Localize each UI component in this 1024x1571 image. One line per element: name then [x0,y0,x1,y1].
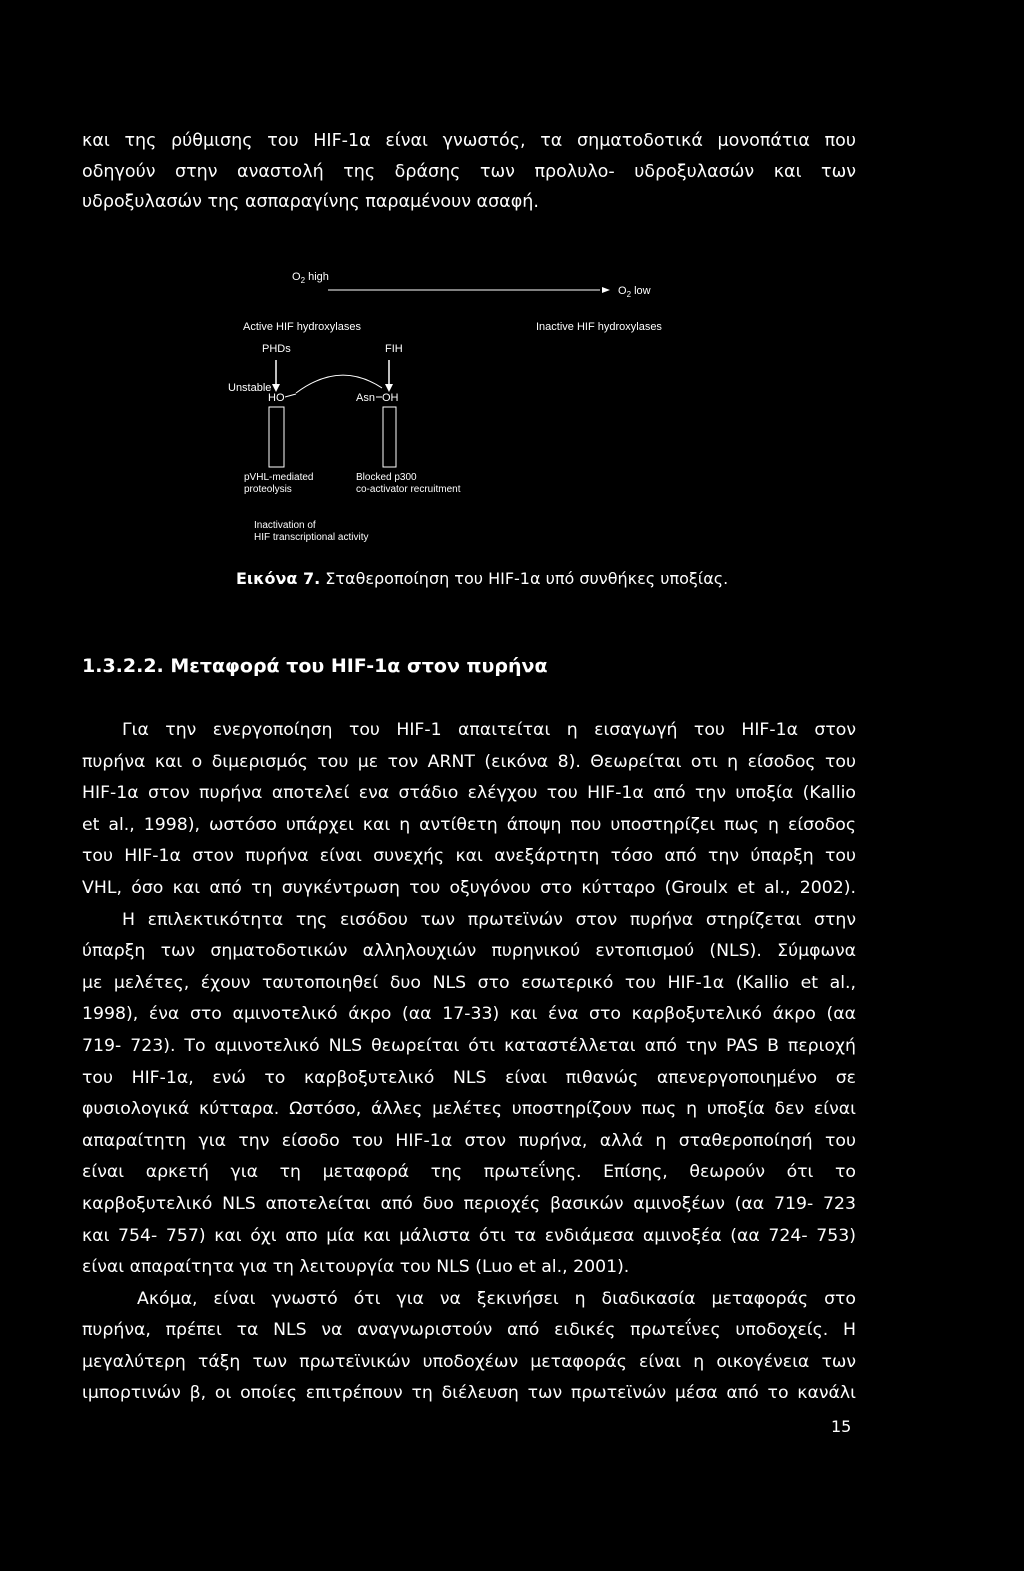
body-line: πυρήνα, πρέπει τα NLS να αναγνωριστούν από ειδικές πρωτεΐνες υποδοχείς. Η [82,1320,856,1341]
arrow-head-icon [272,384,280,392]
hif-protein-arc [296,375,382,393]
blocking-path-bar [383,407,396,467]
body-text [82,715,856,1410]
intro-paragraph [82,126,856,218]
page-number: 15 [831,1417,852,1436]
unstable-label: Unstable [228,382,272,394]
figure-caption [236,569,728,588]
pvhl-label: pVHL-mediated [244,472,314,483]
bond-line [285,394,296,397]
body-line: με μελέτες, έχουν ταυτοποιηθεί δυο NLS στο εσωτερικό του HIF-1α (Kallio et al., [82,972,856,993]
hif-diagram [200,260,720,560]
body-line: και 754- 757) και όχι απο μία και μάλιστα ότι τα ενδιάμεσα αμινοξέα (αα 724- 753) [82,1225,856,1246]
intro-line: υδροξυλασών της ασπαραγίνης παραμένουν ασαφή. [82,192,539,212]
section-heading: 1.3.2.2. Μεταφορά του HIF-1α στον πυρήνα [82,655,548,677]
body-line: 719- 723). Το αμινοτελικό NLS θεωρείται ότι καταστέλλεται από την PAS B περιοχή [82,1035,856,1056]
inactive-hydroxylases-label: Inactive HIF hydroxylases [536,321,662,333]
body-line: HIF-1α στον πυρήνα αποτελεί ενα στάδιο ελέγχου του HIF-1α από την υποξία (Kallio [82,783,856,804]
inactivation-label: Inactivation of [254,520,316,531]
phds-label: PHDs [262,343,291,355]
degradation-path-bar [269,407,284,467]
caption-text: Σταθεροποίηση του HIF-1α υπό συνθήκες υποξίας. [320,569,729,588]
caption-label: Εικόνα 7. [236,569,321,588]
body-line: πυρήνα και ο διμερισμός του με τον ARNT (εικόνα 8). Θεωρείται οτι η είσοδος του [82,751,856,772]
intro-line: οδηγούν στην αναστολή της δράσης των προλυλο- υδροξυλασών και των [82,161,856,182]
body-line: καρβοξυτελικό NLS αποτελείται από δυο περιοχές βασικών αμινοξέων (αα 719- 723 [82,1193,856,1214]
body-line: μεγαλύτερη τάξη των πρωτεϊνικών υποδοχέων μεταφοράς είναι η οικογένεια των [82,1351,856,1372]
o2-low-label: $O_2$ low [618,285,651,299]
body-line: είναι αρκετή για τη μεταφορά της πρωτεΐνης. Επίσης, θεωρούν ότι το [82,1162,856,1183]
body-line: είναι απαραίτητα για τη λειτουργία του NLS (Luo et al., 2001). [82,1257,630,1278]
oh-label: OH [382,392,399,404]
body-line: Ακόμα, είναι γνωστό ότι για να ξεκινήσει η διαδικασία μεταφοράς στο [137,1288,856,1309]
active-hydroxylases-label: Active HIF hydroxylases [243,321,361,333]
arrow-head-icon [385,384,393,392]
body-line: του HIF-1α, ενώ το καρβοξυτελικό NLS είναι πιθανώς απενεργοποιημένο σε [82,1067,856,1088]
coactivator-label: co-activator recruitment [356,484,461,495]
intro-line: και της ρύθμισης του HIF-1α είναι γνωστός, τα σηματοδοτικά μονοπάτια που [82,131,856,151]
body-line: Η επιλεκτικότητα της εισόδου των πρωτεϊνών στον πυρήνα στηρίζεται στην [122,909,856,930]
body-line: ιμπορτινών β, οι οποίες επιτρέπουν τη διέλευση των πρωτεϊνών μέσα από το κανάλι [82,1383,856,1404]
body-line: 1998), ένα στο αμινοτελικό άκρο (αα 17-33) και ένα στο καρβοξυτελικό άκρο (αα [82,1004,856,1025]
blocked-p300-label: Blocked p300 [356,472,417,483]
proteolysis-label: proteolysis [244,484,292,495]
ho-label: HO [268,392,285,404]
transcriptional-activity-label: HIF transcriptional activity [254,532,369,543]
body-line: απαραίτητη για την είσοδο του HIF-1α στον πυρήνα, αλλά η σταθεροποίησή του [82,1130,856,1151]
body-line: VHL, όσο και από τη συγκέντρωση του οξυγόνου στο κύτταρο (Groulx et al., 2002). [82,877,856,898]
arrow-head-icon [602,287,610,293]
fih-label: FIH [385,343,403,355]
asn-label: Asn [356,392,375,404]
body-line: Για την ενεργοποίηση του HIF-1 απαιτείται η εισαγωγή του HIF-1α στον [122,720,856,740]
body-line: et al., 1998), ωστόσο υπάρχει και η αντίθετη άποψη που υποστηρίζει πως η είσοδος [82,814,856,835]
body-line: του HIF-1α στον πυρήνα είναι συνεχής και ανεξάρτητη τόσο από την ύπαρξη του [82,846,856,867]
o2-high-label: $O_2$ high [292,271,329,285]
body-line: φυσιολογικά κύτταρα. Ωστόσο, άλλες μελέτες υποστηρίζουν πως η υποξία δεν είναι [82,1099,856,1120]
body-line: ύπαρξη των σηματοδοτικών αλληλουχιών πυρηνικού εντοπισμού (NLS). Σύμφωνα [82,941,856,962]
